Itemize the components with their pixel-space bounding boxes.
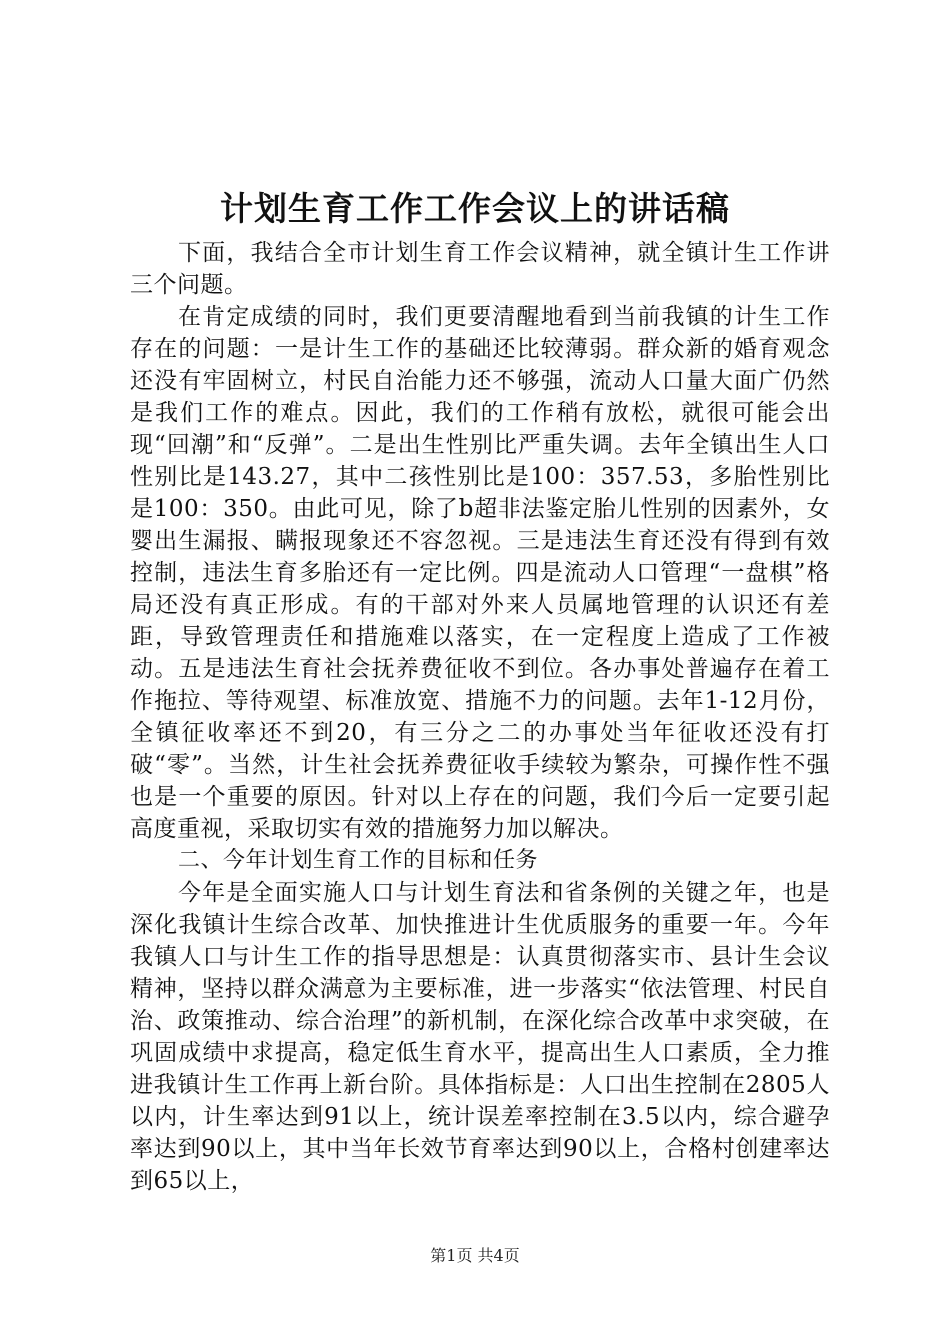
paragraph-problems: 在肯定成绩的同时，我们更要清醒地看到当前我镇的计生工作存在的问题：一是计生工作的基础还比较薄弱。群众新的婚育观念还没有牢固树立，村民自治能力还不够强，流动人口量大面广仍然是我们工作的难点。因此，我们的工作稍有放松，就很可能会出现“回潮”和“反弹”。二是出生性别比严重失调。去年全镇出生人口性别比是143.27，其中二孩性别比是100：357.53，多胎性别比是100：350。由此可见，除了b超非法鉴定胎儿性别的因素外，女婴出生漏报、瞒报现象还不容忽视。三是违法生育还没有得到有效控制，违法生育多胎还有一定比例。四是流动人口管理“一盘棋”格局还没有真正形成。有的干部对外来人员属地管理的认识还有差距，导致管理责任和措施难以落实，在一定程度上造成了工作被动。五是违法生育社会抚养费征收不到位。各办事处普遍存在着工作拖拉、等待观望、标准放宽、措施不力的问题。去年1-12月份，全镇征收率还不到20，有三分之二的办事处当年征收还没有打破“零”。当然，计生社会抚养费征收手续较为繁杂，可操作性不强也是一个重要的原因。针对以上存在的问题，我们今后一定要引起高度重视，采取切实有效的措施努力加以解决。 (130, 304, 830, 842)
paragraph-goals: 今年是全面实施人口与计划生育法和省条例的关键之年，也是深化我镇计生综合改革、加快推进计生优质服务的重要一年。今年我镇人口与计生工作的指导思想是：认真贯彻落实市、县计生会议精神，坚持以群众满意为主要标准，进一步落实“依法管理、村民自治、政策推动、综合治理”的新机制，在深化综合改革中求突破，在巩固成绩中求提高，稳定低生育水平，提高出生人口素质，全力推进我镇计生工作再上新台阶。具体指标是：人口出生控制在2805人以内，计生率达到91以上，统计误差率控制在3.5以内，综合避孕率达到90以上，其中当年长效节育率达到90以上，合格村创建率达到65以上， (130, 880, 830, 1194)
section-heading: 二、今年计划生育工作的目标和任务 (178, 848, 539, 873)
document-title: 计划生育工作工作会议上的讲话稿 (220, 189, 730, 228)
document-body (130, 237, 830, 1197)
page-number: 第1页 共4页 (430, 1246, 520, 1265)
paragraph-intro: 下面，我结合全市计划生育工作会议精神，就全镇计生工作讲三个问题。 (130, 240, 830, 298)
